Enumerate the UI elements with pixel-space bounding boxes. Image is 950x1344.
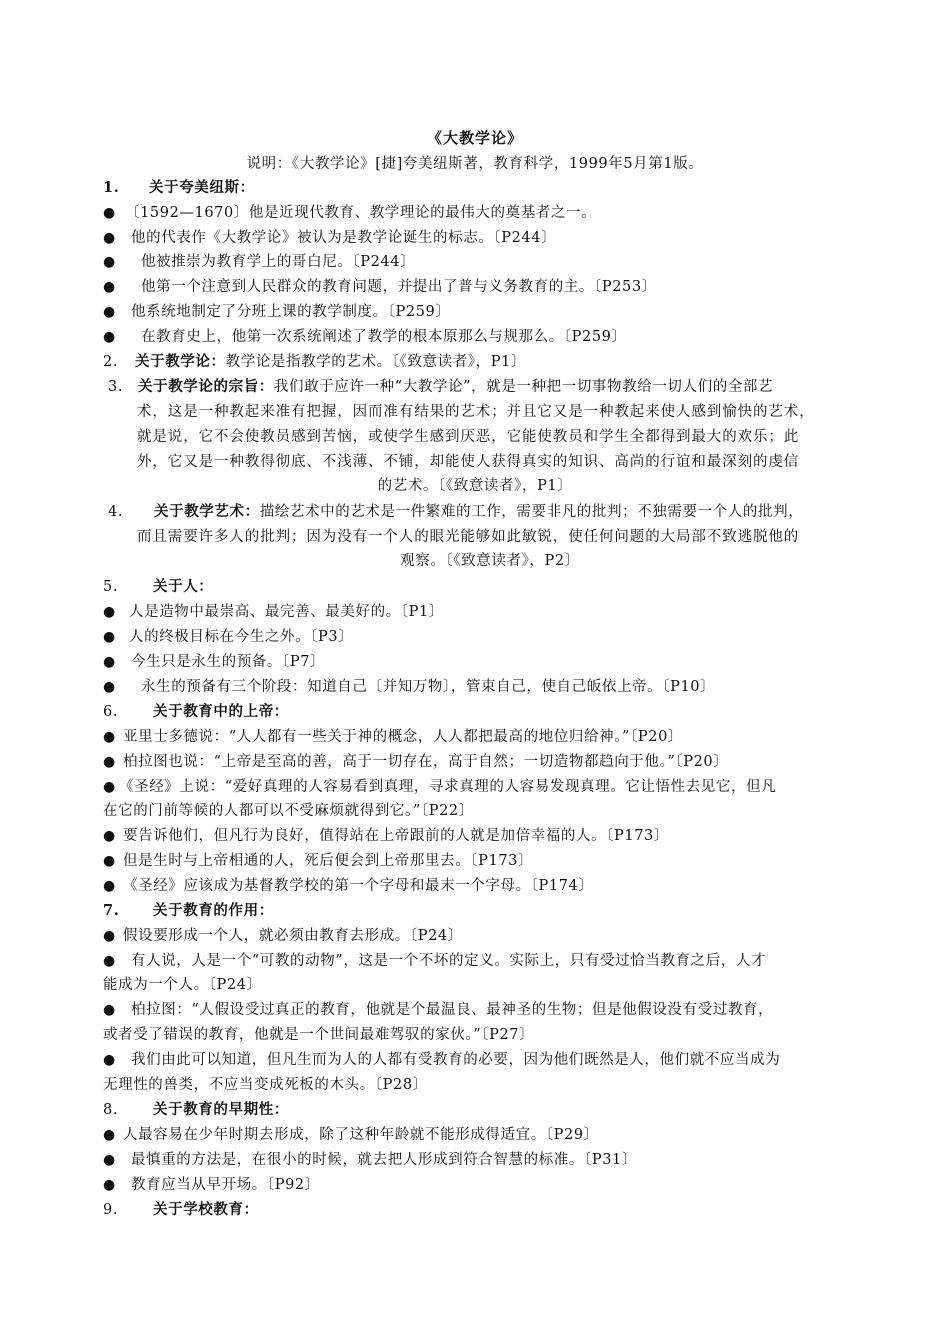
section-3-heading xyxy=(108,377,773,397)
list-item: ● 我们由此可以知道，但凡生而为人的人都有受教育的必要，因为他们既然是人，他们就不应当成为 xyxy=(103,1052,781,1068)
section-text: 描绘艺术中的艺术是一件繁难的工作，需要非凡的批判；不独需要一个人的批判， xyxy=(259,504,804,520)
list-item: ● 他被推崇为教育学上的哥白尼。〔P244〕 xyxy=(103,254,416,270)
bullet-icon: ● xyxy=(103,779,116,795)
bullet-icon: ● xyxy=(103,230,116,246)
section-number: 3. xyxy=(108,379,124,395)
section-title: 关于人： xyxy=(153,578,214,595)
section-6-heading xyxy=(103,702,289,722)
list-item: ● 亚里士多德说：“人人都有一些关于神的概念，人人都把最高的地位归给神。”〔P20〕 xyxy=(103,729,684,745)
bullet-icon: ● xyxy=(103,1152,116,1168)
bullet-icon: ● xyxy=(103,629,116,645)
list-item: ● 《圣经》应该成为基督教学校的第一个字母和最末一个字母。〔P174〕 xyxy=(103,878,594,894)
list-item: ● 永生的预备有三个阶段：知道自己〔并知万物〕，管束自己，使自己皈依上帝。〔P10〕 xyxy=(103,679,716,695)
section-2-heading xyxy=(103,352,526,372)
bullet-icon: ● xyxy=(103,329,116,345)
list-item: ● 有人说，人是一个“可教的动物”，这是一个不坏的定义。实际上，只有受过恰当教育之后，人才 xyxy=(103,953,767,969)
list-item: ● 柏拉图：“人假设受过真正的教育，他就是个最温良、最神圣的生物；但是他假设没有受过教育， xyxy=(103,1002,774,1018)
list-item: ● 他第一个注意到人民群众的教育问题，并提出了普与义务教育的主。〔P253〕 xyxy=(103,279,657,295)
bullet-icon: ● xyxy=(103,654,116,670)
list-item: ● 今生只是永生的预备。〔P7〕 xyxy=(103,654,326,670)
section-title: 关于教学论的宗旨： xyxy=(138,378,274,395)
list-item: ● 最慎重的方法是，在很小的时候，就去把人形成到符合智慧的标准。〔P31〕 xyxy=(103,1152,637,1168)
section-number: 9. xyxy=(103,1202,119,1218)
list-item-continuation: 无理性的兽类，不应当变成死板的木头。〔P28〕 xyxy=(103,1077,428,1093)
section-number: 7. xyxy=(103,902,120,919)
section-title: 关于教育中的上帝： xyxy=(153,703,289,720)
section-number: 8. xyxy=(103,1102,119,1118)
section-text: 我们敢于应许一种“大教学论”，就是一种把一切事物教给一切人们的全部艺 xyxy=(273,379,774,395)
document-subtitle: 说明：《大教学论》[捷]夸美纽斯著，教育科学，1999年5月第1版。 xyxy=(246,156,704,172)
list-item: ● 假设要形成一个人，就必须由教育去形成。〔P24〕 xyxy=(103,928,463,944)
bullet-icon: ● xyxy=(103,1002,116,1018)
section-number: 1. xyxy=(103,179,120,196)
section-number: 6. xyxy=(103,704,119,720)
bullet-icon: ● xyxy=(103,604,116,620)
section-4-heading xyxy=(108,502,803,522)
section-number: 2. xyxy=(103,354,119,370)
bullet-icon: ● xyxy=(103,953,116,969)
paragraph-line: 就是说，它不会使教员感到苦恼，或使学生感到厌恶，它能使教员和学生全都得到最大的欢乐；此 xyxy=(137,429,800,445)
paragraph-line: 而且需要许多人的批判；因为没有一个人的眼光能够如此敏锐，使任何问题的大局部不致逃脱他的 xyxy=(137,529,800,545)
bullet-icon: ● xyxy=(103,1052,116,1068)
bullet-icon: ● xyxy=(103,853,116,869)
list-item: ● 但是生时与上帝相通的人，死后便会到上帝那里去。〔P173〕 xyxy=(103,853,534,869)
bullet-icon: ● xyxy=(103,878,116,894)
list-item-continuation: 在它的门前等候的人都可以不受麻烦就得到它。”〔P22〕 xyxy=(103,803,474,819)
list-item: ● 教育应当从早开场。〔P92〕 xyxy=(103,1177,320,1193)
list-item: ● 〔1592—1670〕他是近现代教育、教学理论的最伟大的奠基者之一。 xyxy=(103,205,597,221)
section-number: 5. xyxy=(103,579,119,595)
bullet-icon: ● xyxy=(103,205,116,221)
list-item: ● 柏拉图也说：“上帝是至高的善，高于一切存在，高于自然；一切造物都趋向于他。”〔P20〕 xyxy=(103,754,729,770)
bullet-icon: ● xyxy=(103,279,116,295)
section-title: 关于教学论： xyxy=(135,353,226,370)
list-item: ● 《圣经》上说：“爱好真理的人容易看到真理，寻求真理的人容易发现真理。它让悟性去见它，但凡 xyxy=(103,779,777,795)
paragraph-line: 外，它又是一种教得彻底、不浅薄、不铺，却能使人获得真实的知识、高尚的行谊和最深刻的虔信 xyxy=(137,454,800,470)
bullet-icon: ● xyxy=(103,1177,116,1193)
bullet-icon: ● xyxy=(103,304,116,320)
list-item: ● 人最容易在少年时期去形成，除了这种年龄就不能形成得适宜。〔P29〕 xyxy=(103,1127,599,1143)
list-item: ● 要告诉他们，但凡行为良好，值得站在上帝跟前的人就是加倍幸福的人。〔P173〕 xyxy=(103,828,669,844)
paragraph-line: 观察。〔《致意读者》，P2〕 xyxy=(400,553,580,569)
list-item: ● 他的代表作《大教学论》被认为是教学论诞生的标志。〔P244〕 xyxy=(103,230,557,246)
section-5-heading xyxy=(103,577,213,597)
bullet-icon: ● xyxy=(103,754,116,770)
section-title: 关于学校教育： xyxy=(153,1201,259,1218)
section-text: 教学论是指教学的艺术。〔《致意读者》，P1〕 xyxy=(225,354,527,370)
list-item-continuation: 或者受了错误的教育，他就是一个世间最难驾驭的家伙。”〔P27〕 xyxy=(103,1027,535,1043)
list-item: ● 人的终极目标在今生之外。〔P3〕 xyxy=(103,629,354,645)
section-9-heading xyxy=(103,1200,259,1220)
list-item: ● 人是造物中最崇高、最完善、最美好的。〔P1〕 xyxy=(103,604,444,620)
bullet-icon: ● xyxy=(103,679,116,695)
section-8-heading xyxy=(103,1100,289,1120)
section-number: 4. xyxy=(108,504,124,520)
paragraph-line: 术，这是一种教起来准有把握，因而准有结果的艺术；并且它又是一种教起来使人感到愉快的艺术， xyxy=(137,404,815,420)
document-title: 《大教学论》 xyxy=(426,129,523,147)
bullet-icon: ● xyxy=(103,1127,116,1143)
section-1-heading xyxy=(103,178,255,198)
bullet-icon: ● xyxy=(103,928,116,944)
list-item: ● 在教育史上，他第一次系统阐述了教学的根本原那么与规那么。〔P259〕 xyxy=(103,329,627,345)
section-title: 关于夸美纽斯： xyxy=(149,179,255,196)
paragraph-line: 的艺术。〔《致意读者》，P1〕 xyxy=(377,478,573,494)
list-item-continuation: 能成为一个人。〔P24〕 xyxy=(103,977,262,993)
section-title: 关于教育的作用： xyxy=(153,902,274,919)
section-title: 关于教育的早期性： xyxy=(153,1101,289,1118)
section-title: 关于教学艺术： xyxy=(154,503,260,520)
bullet-icon: ● xyxy=(103,254,116,270)
bullet-icon: ● xyxy=(103,828,116,844)
section-7-heading xyxy=(103,901,274,921)
list-item: ● 他系统地制定了分班上课的教学制度。〔P259〕 xyxy=(103,304,451,320)
bullet-icon: ● xyxy=(103,729,116,745)
